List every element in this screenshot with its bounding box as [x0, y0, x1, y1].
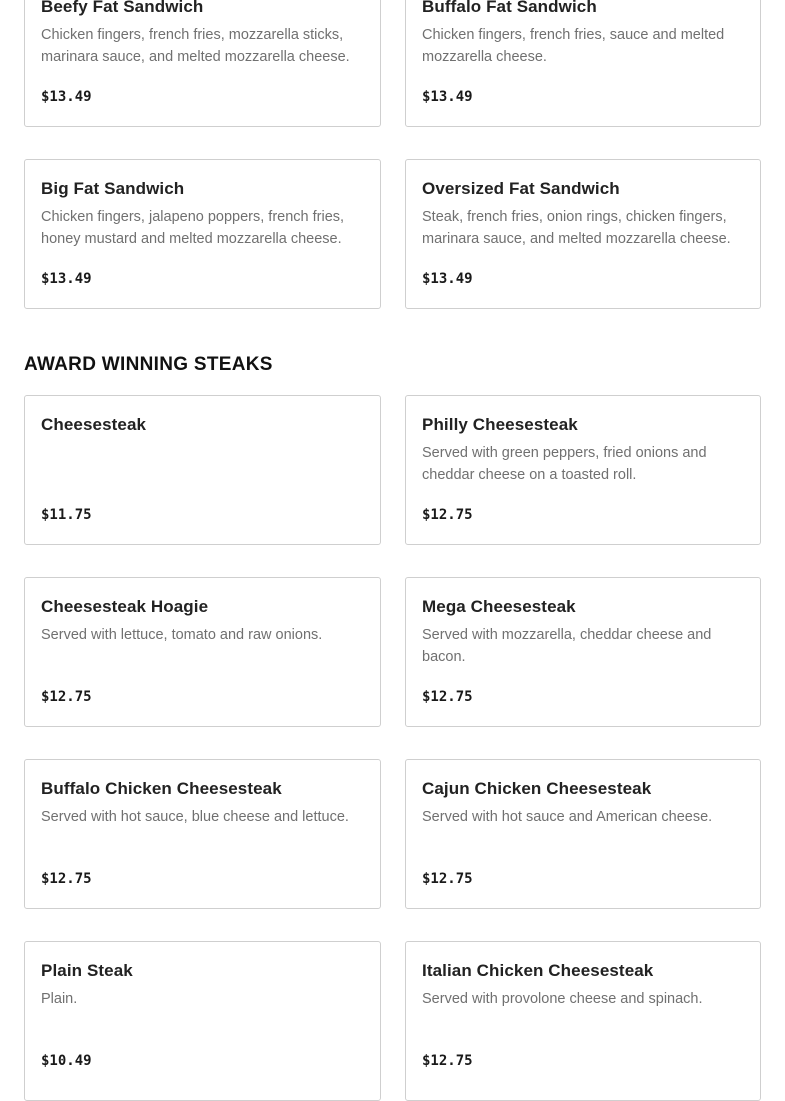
menu-item-description: Chicken fingers, jalapeno poppers, french fries, honey mustard and melted mozzarella cheese.: [41, 209, 345, 247]
menu-item-description: Served with provolone cheese and spinach.: [422, 991, 703, 1007]
menu-item-name: Italian Chicken Cheesesteak: [422, 961, 654, 980]
menu-item-name: Buffalo Chicken Cheesesteak: [41, 779, 282, 798]
menu-item-card[interactable]: [24, 159, 381, 309]
menu-item-card[interactable]: [24, 577, 381, 727]
menu-item-name: Beefy Fat Sandwich: [41, 0, 204, 16]
menu-item-description: Chicken fingers, french fries, mozzarella sticks, marinara sauce, and melted mozzarella cheese.: [41, 27, 350, 65]
menu-item-name: Mega Cheesesteak: [422, 597, 576, 616]
menu-item-name: Plain Steak: [41, 961, 133, 980]
menu-item-price: $12.75: [41, 689, 92, 705]
menu-item-description: Served with lettuce, tomato and raw onions.: [41, 627, 323, 643]
menu-item-name: Cheesesteak Hoagie: [41, 597, 209, 616]
menu-item-card[interactable]: [24, 395, 381, 545]
menu-item-grid: [24, 395, 761, 1101]
menu-item-card[interactable]: [24, 759, 381, 909]
menu-section-fat-sandwiches: [0, 0, 761, 309]
menu-item-grid: [24, 0, 761, 309]
menu-item-price: $12.75: [422, 507, 473, 523]
menu-item-name: Cheesesteak: [41, 415, 147, 434]
menu-item-card[interactable]: [405, 759, 761, 909]
menu-item-card[interactable]: [405, 941, 761, 1101]
menu-item-description: Plain.: [41, 991, 78, 1007]
menu-item-name: Philly Cheesesteak: [422, 415, 578, 434]
menu-item-name: Oversized Fat Sandwich: [422, 179, 620, 198]
menu-item-card[interactable]: [405, 577, 761, 727]
menu-item-description: Served with hot sauce and American cheese.: [422, 809, 713, 825]
menu-item-description: Chicken fingers, french fries, sauce and melted mozzarella cheese.: [422, 27, 725, 65]
menu-item-description: Served with hot sauce, blue cheese and lettuce.: [41, 809, 349, 825]
menu-item-description: Steak, french fries, onion rings, chicken fingers, marinara sauce, and melted mozzarella cheese.: [422, 209, 731, 247]
menu-item-card[interactable]: [24, 0, 381, 127]
menu-item-price: $13.49: [41, 89, 92, 105]
menu-item-card[interactable]: [24, 941, 381, 1101]
menu-item-name: Big Fat Sandwich: [41, 179, 185, 198]
menu-item-card[interactable]: [405, 159, 761, 309]
menu-item-name: Cajun Chicken Cheesesteak: [422, 779, 652, 798]
menu-item-price: $12.75: [41, 871, 92, 887]
menu-section-award-winning-steaks: [0, 351, 761, 1101]
menu-item-price: $12.75: [422, 689, 473, 705]
menu-item-name: Buffalo Fat Sandwich: [422, 0, 597, 16]
menu-item-card[interactable]: [405, 395, 761, 545]
menu-item-price: $10.49: [41, 1053, 92, 1069]
menu-item-price: $13.49: [422, 271, 473, 287]
section-heading: AWARD WINNING STEAKS: [24, 354, 273, 375]
menu-item-card[interactable]: [405, 0, 761, 127]
menu-item-price: $13.49: [422, 89, 473, 105]
menu-item-description: Served with mozzarella, cheddar cheese and bacon.: [422, 627, 712, 665]
menu-item-price: $13.49: [41, 271, 92, 287]
menu-item-price: $11.75: [41, 507, 92, 523]
menu-item-price: $12.75: [422, 871, 473, 887]
menu-item-description: Served with green peppers, fried onions and cheddar cheese on a toasted roll.: [422, 445, 707, 483]
menu-item-price: $12.75: [422, 1053, 473, 1069]
